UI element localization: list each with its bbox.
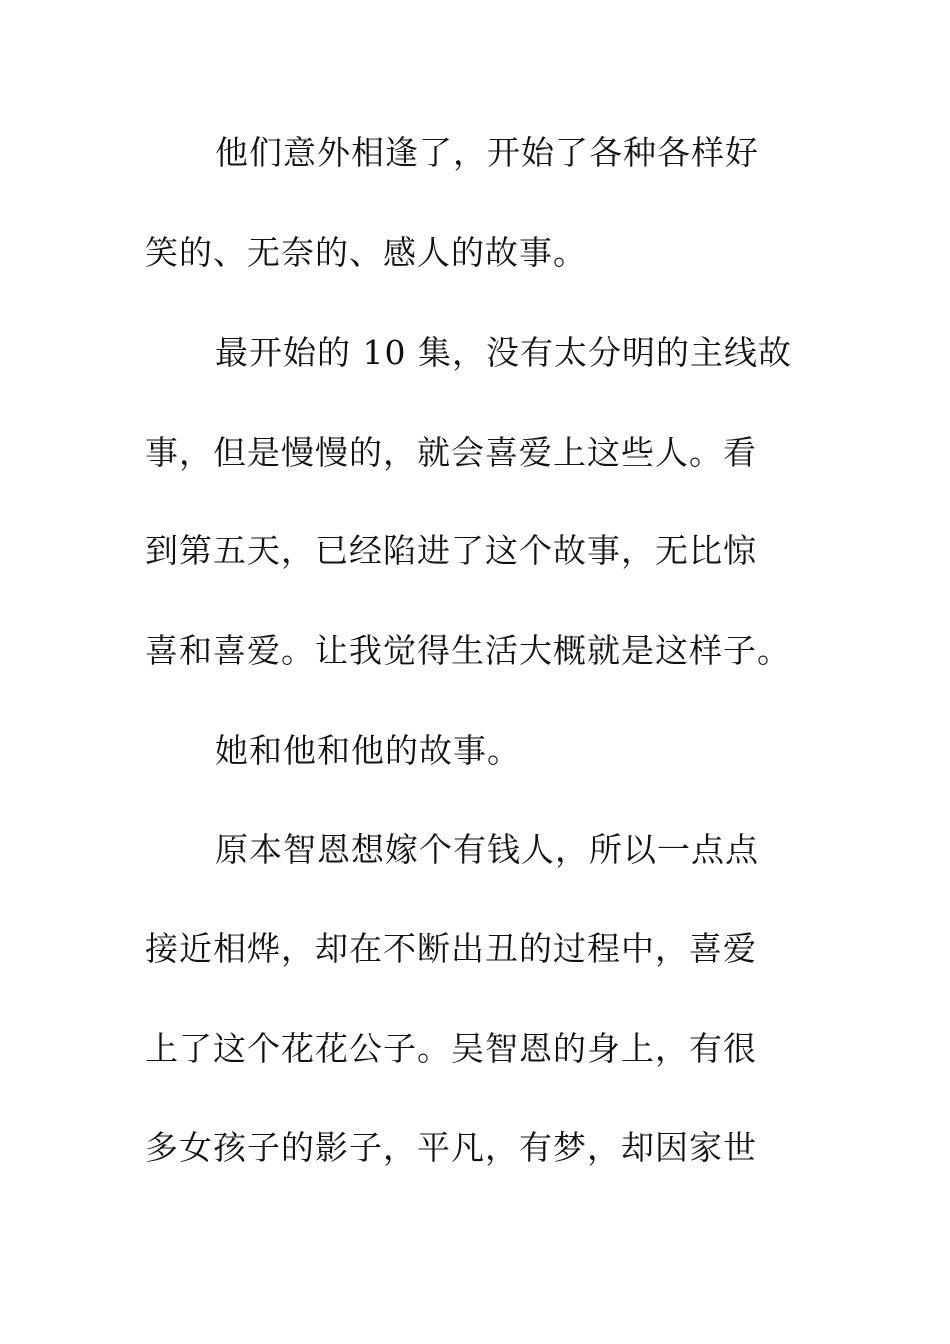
- text-line: 事，但是慢慢的，就会喜爱上这些人。看: [145, 433, 757, 472]
- text-line: 最开始的 10 集，没有太分明的主线故: [215, 333, 792, 372]
- text-line: 多女孩子的影子，平凡，有梦，却因家世: [145, 1128, 757, 1167]
- text-line: 他们意外相逢了，开始了各种各样好: [215, 133, 759, 172]
- text-line: 到第五天，已经陷进了这个故事，无比惊: [145, 531, 757, 570]
- text-line: 她和他和他的故事。: [215, 731, 521, 770]
- text-line: 上了这个花花公子。吴智恩的身上，有很: [145, 1029, 757, 1068]
- text-line: 原本智恩想嫁个有钱人，所以一点点: [215, 830, 759, 869]
- text-line: 喜和喜爱。让我觉得生活大概就是这样子。: [145, 631, 791, 670]
- text-line: 笑的、无奈的、感人的故事。: [145, 233, 587, 272]
- text-line: 接近相烨，却在不断出丑的过程中，喜爱: [145, 929, 757, 968]
